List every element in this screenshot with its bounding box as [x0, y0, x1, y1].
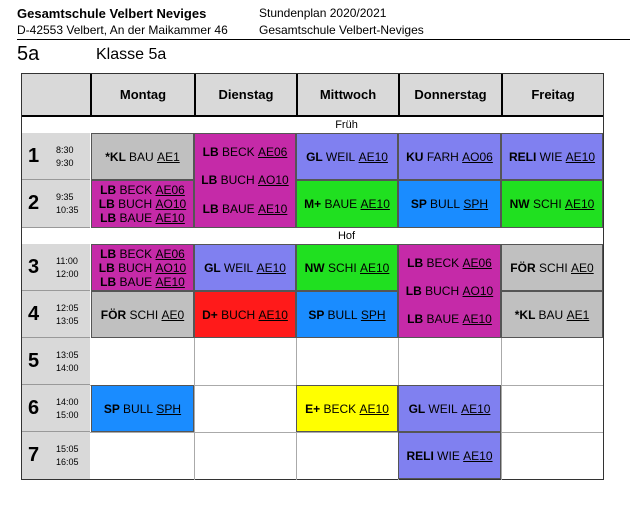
teacher-label: BUCH: [221, 307, 256, 322]
subject-label: FÖR: [100, 307, 127, 322]
lesson-dienstag-1-2[interactable]: [194, 133, 296, 228]
teacher-label: BAUE: [426, 312, 460, 326]
period-end: 10:35: [56, 205, 79, 215]
subject-label: D+: [202, 307, 218, 322]
teacher-label: BULL: [123, 401, 154, 416]
teacher-label: BECK: [119, 246, 153, 261]
lesson-entry: [510, 261, 593, 275]
lesson-dienstag-4[interactable]: [194, 291, 296, 338]
period-start: 9:35: [56, 192, 74, 202]
subject-label: NW: [304, 260, 325, 275]
room-label: AE06: [155, 183, 185, 197]
lesson-entry: [509, 150, 595, 164]
teacher-label: BECK: [426, 256, 460, 270]
subject-label: KU: [406, 149, 424, 164]
school-name: Gesamtschule Velbert Neviges: [17, 6, 207, 21]
subject-label: LB: [100, 211, 117, 225]
room-label: AO10: [155, 260, 187, 275]
teacher-label: WIE: [539, 149, 563, 164]
room-label: AE10: [565, 197, 595, 211]
teacher-label: BAUE: [119, 211, 153, 225]
teacher-label: BECK: [323, 401, 357, 416]
grid-line: [90, 432, 603, 433]
lesson-entry: [203, 202, 288, 216]
lesson-entry: [304, 197, 390, 211]
header-divider: [17, 39, 630, 40]
plan-school: Gesamtschule Velbert-Neviges: [259, 23, 424, 37]
lesson-entry: [100, 183, 185, 197]
day-header-donnerstag: Donnerstag: [398, 74, 501, 117]
room-label: AE0: [571, 260, 594, 275]
room-label: AE10: [155, 274, 185, 289]
lesson-mittwoch-4[interactable]: [296, 291, 398, 338]
teacher-label: BECK: [119, 183, 153, 197]
period-start: 11:00: [56, 256, 78, 266]
lesson-mittwoch-2[interactable]: [296, 180, 398, 228]
class-name: Klasse 5a: [96, 46, 167, 63]
lesson-entry: [201, 173, 288, 187]
teacher-label: BUCH: [220, 173, 255, 188]
subject-label: GL: [408, 401, 426, 416]
subject-label: LB: [407, 312, 424, 326]
period-start: 15:05: [56, 444, 79, 454]
room-label: AE10: [358, 149, 388, 164]
period-2: [22, 180, 90, 228]
period-end: 14:00: [56, 363, 79, 373]
teacher-label: BULL: [327, 307, 358, 322]
teacher-label: WEIL: [325, 149, 356, 164]
room-label: AE10: [360, 197, 390, 211]
period-end: 9:30: [56, 158, 74, 168]
grid-line: [501, 338, 502, 480]
subject-label: M+: [304, 197, 322, 211]
break-hof: Hof: [90, 228, 603, 244]
lesson-montag-1[interactable]: [91, 133, 194, 180]
lesson-entry: [99, 261, 186, 275]
period-end: 13:05: [56, 316, 79, 326]
lesson-entry: [100, 275, 185, 289]
subject-label: *KL: [514, 307, 536, 322]
room-label: AE10: [461, 401, 491, 416]
teacher-label: BUCH: [118, 260, 153, 275]
subject-label: GL: [204, 260, 221, 275]
lesson-entry: [409, 402, 491, 416]
subject-label: SP: [308, 307, 325, 322]
teacher-label: WEIL: [428, 401, 458, 416]
lesson-entry: [101, 308, 184, 322]
period-end: 16:05: [56, 457, 79, 467]
teacher-label: WEIL: [223, 260, 254, 275]
room-label: AE06: [258, 145, 288, 160]
break-frueh: Früh: [90, 117, 603, 133]
period-number: 4: [28, 303, 40, 325]
lesson-entry: [105, 150, 180, 164]
subject-label: LB: [407, 256, 424, 270]
room-label: AE06: [462, 256, 492, 270]
day-header-montag: Montag: [90, 74, 194, 117]
lesson-entry: [407, 256, 492, 270]
lesson-entry: [204, 261, 286, 275]
lesson-donnerstag-7[interactable]: [398, 432, 501, 479]
period-1: [22, 133, 90, 180]
lesson-entry: [305, 402, 389, 416]
period-6: [22, 385, 90, 432]
room-label: AE1: [566, 307, 590, 322]
subject-label: LB: [202, 201, 219, 216]
teacher-label: BUCH: [425, 284, 460, 298]
subject-label: LB: [405, 284, 422, 298]
lesson-donnerstag-6[interactable]: [398, 385, 501, 432]
room-label: AE10: [256, 260, 286, 275]
lesson-mittwoch-3[interactable]: [296, 244, 398, 291]
period-5: [22, 338, 90, 385]
lesson-entry: [406, 150, 493, 164]
lesson-donnerstag-3-4[interactable]: [398, 244, 501, 338]
room-label: SPH: [463, 197, 489, 211]
lesson-montag-3[interactable]: [91, 244, 194, 291]
period-start: 13:05: [56, 350, 79, 360]
room-label: AE10: [565, 149, 596, 164]
room-label: AO10: [258, 173, 289, 188]
subject-label: LB: [201, 173, 218, 188]
subject-label: RELI: [508, 149, 537, 164]
day-header-mittwoch: Mittwoch: [296, 74, 398, 117]
room-label: AO10: [462, 284, 494, 298]
teacher-label: BAUE: [324, 197, 358, 211]
teacher-label: SCHI: [532, 197, 562, 211]
lesson-entry: [510, 197, 595, 211]
room-label: AE0: [161, 307, 185, 322]
subject-label: GL: [306, 149, 323, 164]
room-label: AE1: [157, 149, 180, 164]
room-label: SPH: [156, 401, 182, 416]
lesson-entry: [100, 247, 185, 261]
lesson-montag-4[interactable]: [91, 291, 194, 338]
subject-label: SP: [410, 197, 427, 211]
lesson-freitag-3[interactable]: [501, 244, 603, 291]
teacher-label: BECK: [221, 145, 255, 160]
teacher-label: BAU: [538, 307, 564, 322]
room-label: AE10: [462, 312, 492, 326]
subject-label: LB: [100, 274, 117, 289]
subject-label: LB: [202, 145, 219, 160]
room-label: AO10: [155, 197, 187, 211]
teacher-label: SCHI: [129, 307, 159, 322]
room-label: AO06: [462, 149, 493, 164]
teacher-label: FARH: [426, 149, 459, 164]
room-label: AE10: [258, 201, 288, 216]
lesson-entry: [99, 197, 186, 211]
lesson-entry: [407, 312, 492, 326]
subject-label: LB: [100, 246, 117, 261]
teacher-label: BULL: [430, 197, 461, 211]
lesson-entry: [411, 197, 488, 211]
period-number: 3: [28, 256, 40, 278]
lesson-entry: [308, 308, 385, 322]
teacher-label: BUCH: [118, 197, 153, 211]
timetable-corner: [22, 74, 90, 117]
period-start: 14:00: [56, 397, 79, 407]
lesson-freitag-1[interactable]: [501, 133, 603, 180]
room-label: AE06: [155, 246, 185, 261]
lesson-entry: [305, 261, 390, 275]
room-label: AE10: [360, 260, 390, 275]
lesson-entry: [406, 284, 493, 298]
period-number: 6: [28, 397, 40, 419]
subject-label: E+: [305, 401, 321, 416]
lesson-donnerstag-1[interactable]: [398, 133, 501, 180]
period-7: [22, 432, 90, 479]
subject-label: LB: [98, 260, 115, 275]
lesson-entry: [203, 145, 288, 159]
room-label: AE10: [359, 401, 389, 416]
period-end: 15:00: [56, 410, 79, 420]
room-label: SPH: [360, 307, 386, 322]
plan-title: Stundenplan 2020/2021: [259, 6, 387, 20]
lesson-montag-2[interactable]: [91, 180, 194, 228]
lesson-freitag-2[interactable]: [501, 180, 603, 228]
room-label: AE10: [155, 211, 185, 225]
period-start: 8:30: [56, 145, 74, 155]
lesson-mittwoch-1[interactable]: [296, 133, 398, 180]
period-number: 2: [28, 192, 40, 214]
period-number: 7: [28, 444, 40, 466]
grid-line: [194, 338, 195, 480]
period-start: 12:05: [56, 303, 79, 313]
subject-label: LB: [100, 183, 117, 197]
lesson-entry: [202, 308, 288, 322]
subject-label: RELI: [406, 448, 434, 463]
lesson-entry: [306, 150, 388, 164]
day-header-dienstag: Dienstag: [194, 74, 296, 117]
lesson-entry: [104, 402, 181, 416]
room-label: AE10: [463, 448, 493, 463]
teacher-label: BAU: [129, 149, 154, 164]
subject-label: SP: [103, 401, 120, 416]
day-header-freitag: Freitag: [501, 74, 603, 117]
period-number: 1: [28, 145, 40, 167]
lesson-entry: [100, 211, 185, 225]
teacher-label: BAUE: [119, 274, 153, 289]
teacher-label: BAUE: [221, 201, 255, 216]
subject-label: NW: [509, 197, 530, 211]
subject-label: *KL: [105, 149, 126, 164]
school-address: D-42553 Velbert, An der Maikammer 46: [17, 23, 228, 37]
teacher-label: SCHI: [538, 260, 568, 275]
teacher-label: WIE: [437, 448, 460, 463]
class-code: 5a: [17, 43, 40, 65]
period-3: [22, 244, 90, 291]
period-end: 12:00: [56, 269, 79, 279]
lesson-dienstag-3[interactable]: [194, 244, 296, 291]
lesson-mittwoch-6[interactable]: [296, 385, 398, 432]
room-label: AE10: [258, 307, 288, 322]
period-number: 5: [28, 350, 40, 372]
subject-label: LB: [98, 197, 115, 211]
subject-label: FÖR: [510, 260, 536, 275]
lesson-entry: [406, 449, 492, 463]
lesson-entry: [515, 308, 590, 322]
lesson-donnerstag-2[interactable]: [398, 180, 501, 228]
teacher-label: SCHI: [327, 260, 357, 275]
lesson-freitag-4[interactable]: [501, 291, 603, 338]
lesson-montag-6[interactable]: [91, 385, 194, 432]
period-4: [22, 291, 90, 338]
